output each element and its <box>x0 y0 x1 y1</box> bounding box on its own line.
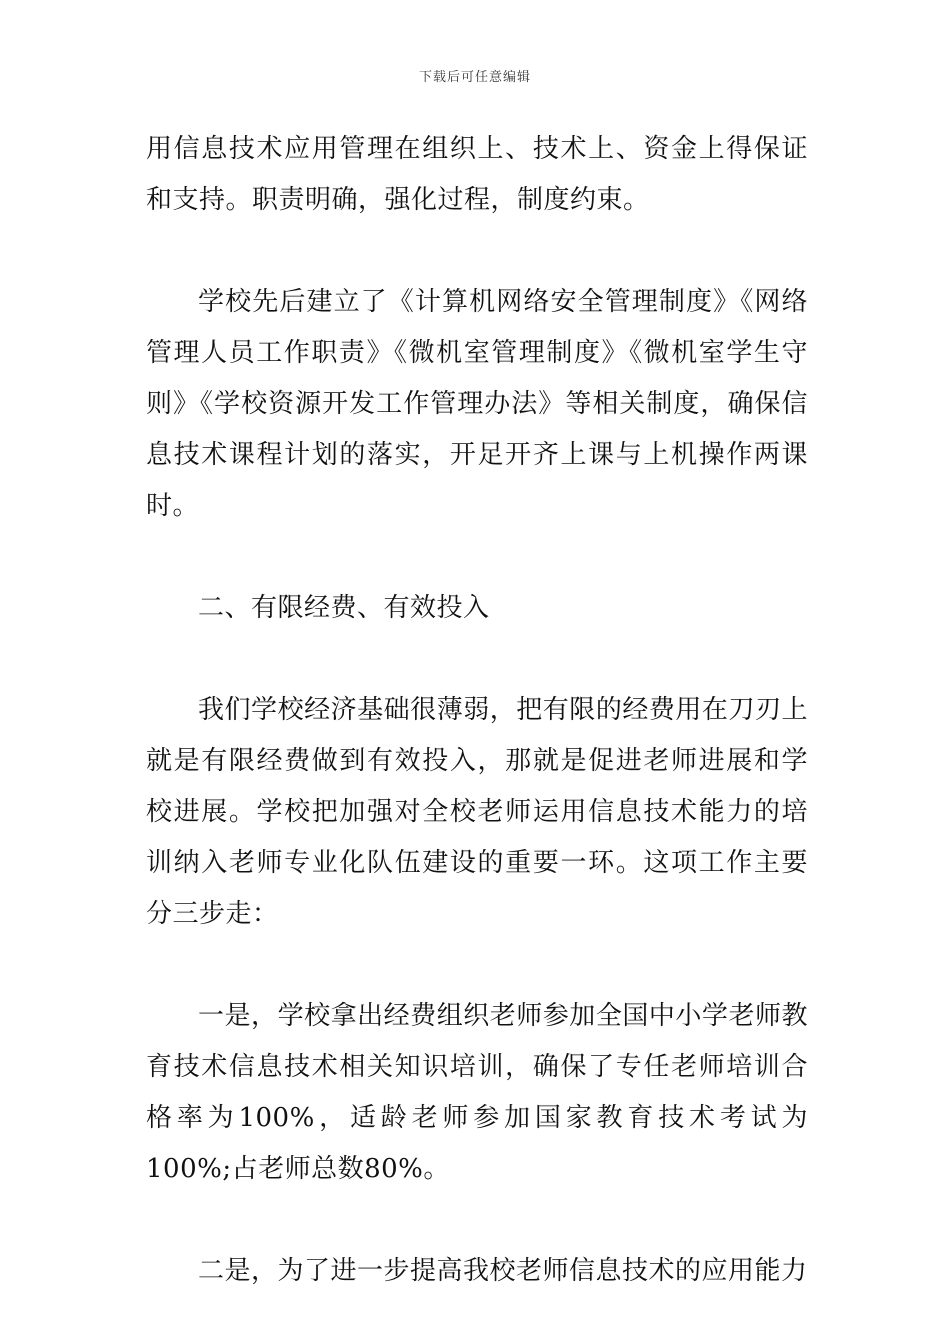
paragraph-continuation: 用信息技术应用管理在组织上、技术上、资金上得保证和支持。职责明确，强化过程，制度约束。 <box>146 134 808 215</box>
paragraph-funding: 我们学校经济基础很薄弱，把有限的经费用在刀刃上就是有限经费做到有效投入，那就是促进老师进展和学校进展。学校把加强对全校老师运用信息技术能力的培训纳入老师专业化队伍建设的重要一环。这项工作主要分三步走： <box>146 695 808 929</box>
paragraph-step-two: 二是，为了进一步提高我校老师信息技术的应用能力 <box>198 1256 808 1286</box>
document-body <box>146 124 808 1297</box>
paragraph-step-one: 一是，学校拿出经费组织老师参加全国中小学老师教育技术信息技术相关知识培训，确保了专任老师培训合格率为100%，适龄老师参加国家教育技术考试为100%;占老师总数80%。 <box>146 1001 808 1184</box>
paragraph-regulations: 学校先后建立了《计算机网络安全管理制度》《网络管理人员工作职责》《微机室管理制度》《微机室学生守则》《学校资源开发工作管理办法》等相关制度，确保信息技术课程计划的落实，开足开齐上课与上机操作两课时。 <box>146 287 808 521</box>
section-heading-funding: 二、有限经费、有效投入 <box>198 593 490 623</box>
page-header: 下载后可任意编辑 <box>418 70 531 85</box>
